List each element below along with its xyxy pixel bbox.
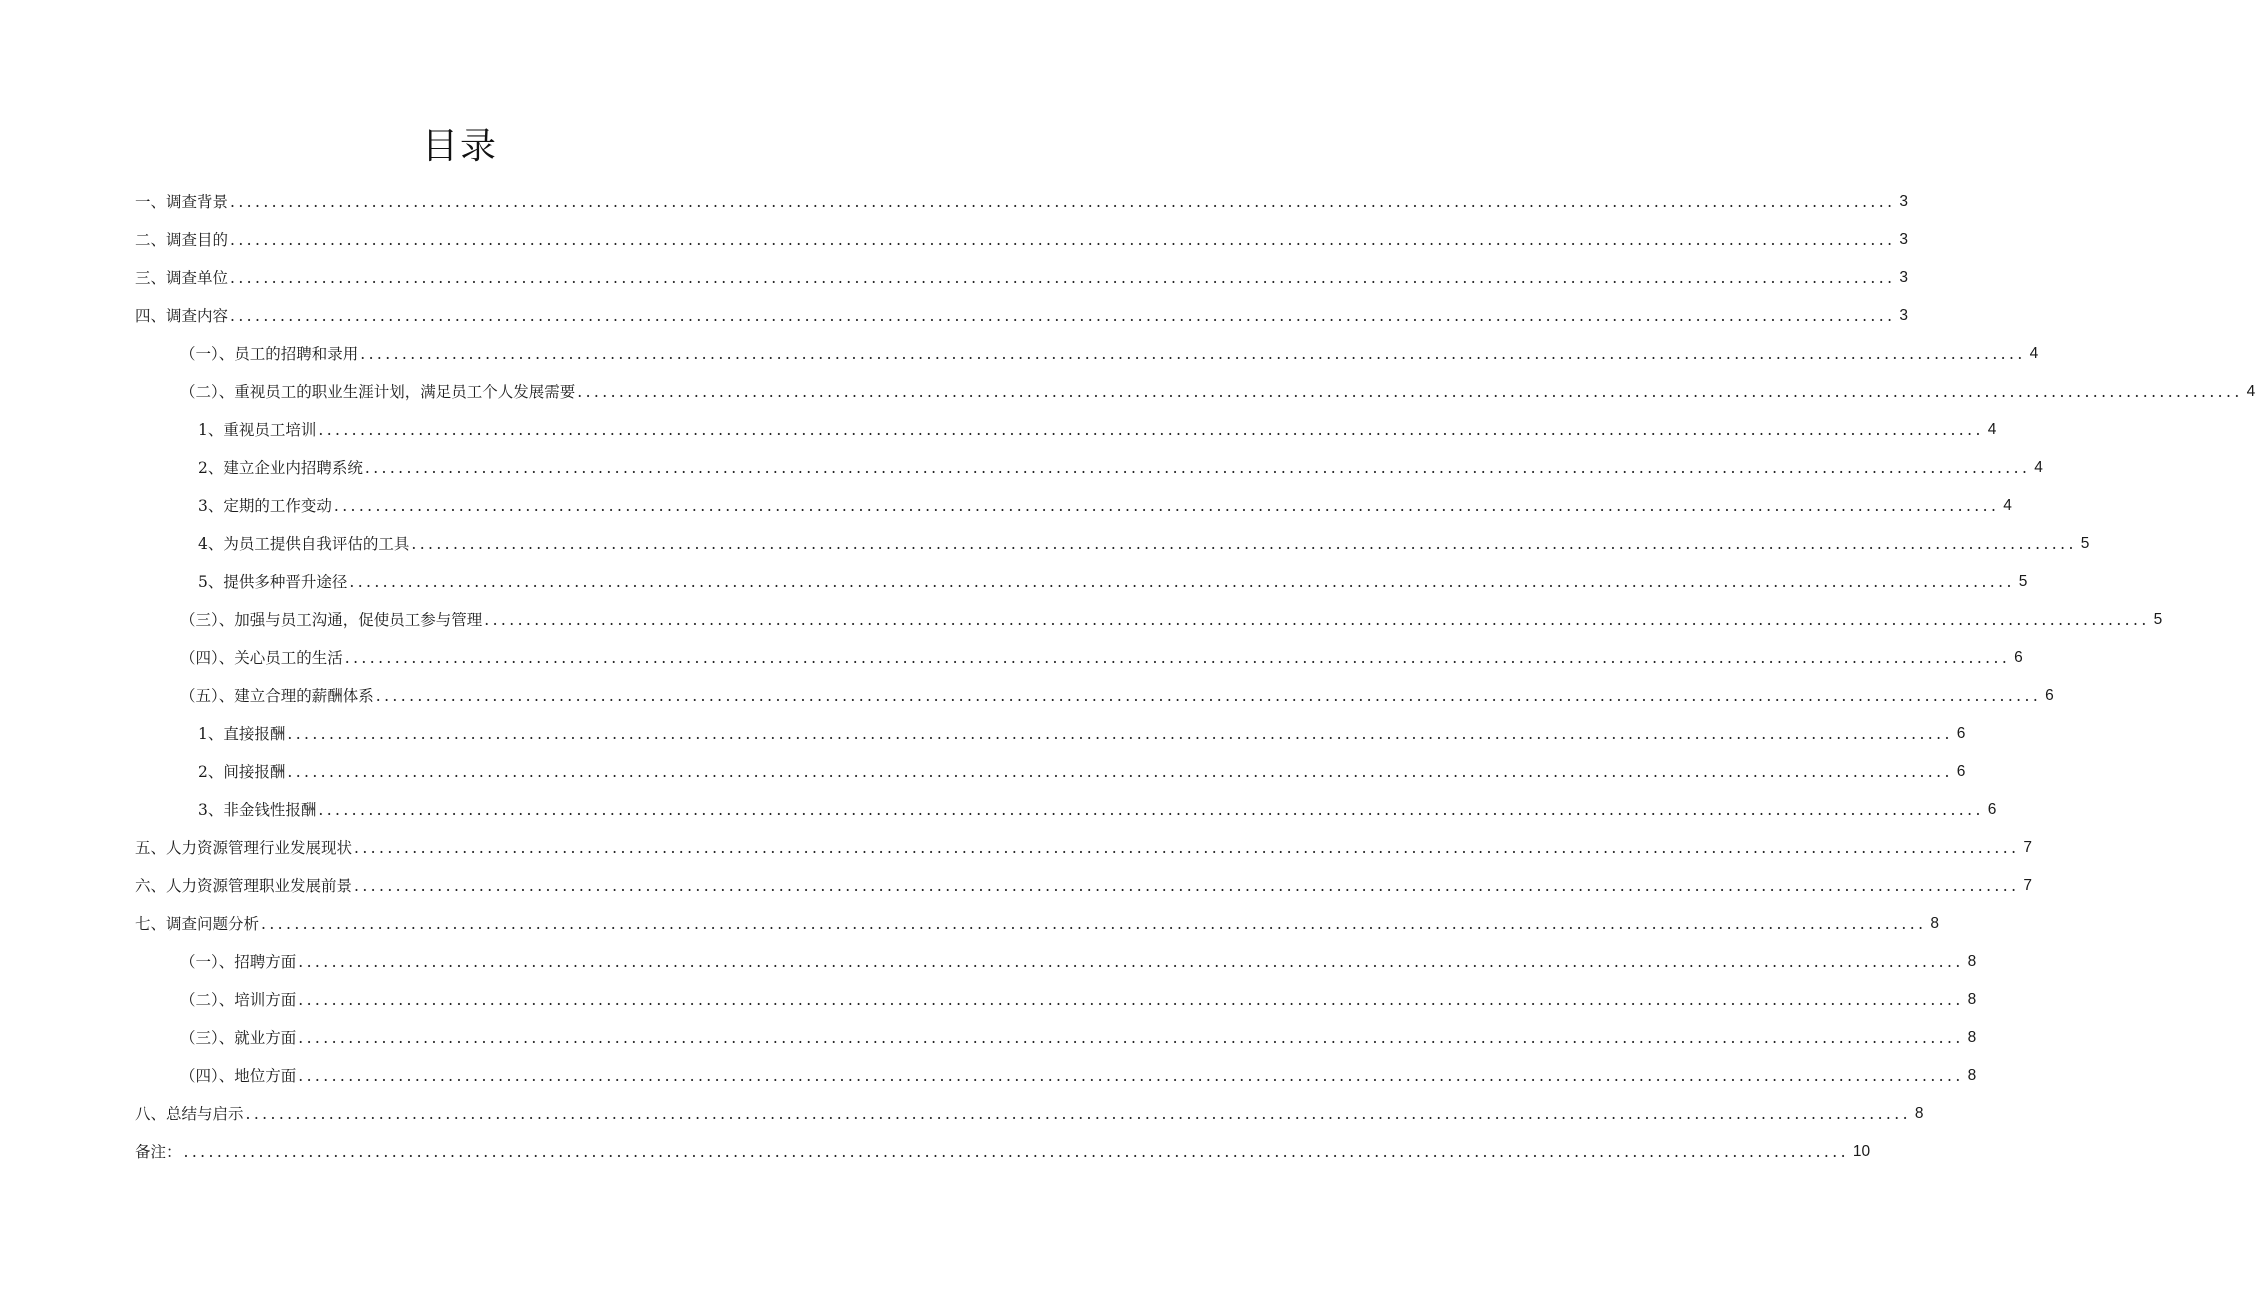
- toc-entry-label: 5、提供多种晋升途径: [198, 573, 348, 591]
- toc-entry-label: （四）、关心员工的生活: [180, 649, 343, 667]
- toc-entry-page-number: 8: [1967, 991, 1977, 1008]
- toc-entry-page-number: 10: [1852, 1143, 1871, 1160]
- dot-leader: ........................................................................................................................................................................................................: [183, 1143, 1849, 1161]
- toc-entry[interactable]: [0, 563, 2028, 601]
- toc-entry-label: 五、人力资源管理行业发展现状: [135, 839, 353, 857]
- toc-entry-page-number: 6: [1987, 801, 1997, 818]
- toc-entry[interactable]: [0, 221, 1909, 259]
- toc-entry-label: 3、定期的工作变动: [198, 497, 332, 515]
- toc-entry[interactable]: [0, 753, 1966, 791]
- toc-entry[interactable]: [0, 297, 1909, 335]
- dot-leader: ........................................................................................................................................................................................................: [354, 877, 2020, 895]
- dot-leader: ........................................................................................................................................................................................................: [375, 687, 2042, 705]
- toc-entry[interactable]: [0, 791, 1997, 829]
- toc-entry[interactable]: [0, 183, 1909, 221]
- toc-entry-page-number: 4: [2003, 497, 2012, 514]
- toc-entry-page-number: 4: [2029, 345, 2039, 362]
- toc-entry-page-number: 5: [2018, 573, 2028, 590]
- dot-leader: ........................................................................................................................................................................................................: [230, 193, 1896, 211]
- toc-entry-page-number: 3: [1899, 269, 1909, 286]
- toc-entry[interactable]: [0, 1057, 1977, 1095]
- toc-entry-label: 一、调查背景: [135, 193, 229, 211]
- toc-entry-label: （二）、重视员工的职业生涯计划，满足员工个人发展需要: [180, 383, 576, 401]
- toc-title: 目录: [421, 126, 498, 167]
- toc-entry-page-number: 7: [2023, 877, 2033, 894]
- toc-entry[interactable]: [0, 601, 2163, 639]
- toc-entry-label: 四、调查内容: [135, 307, 229, 325]
- toc-entry[interactable]: [0, 639, 2023, 677]
- toc-entry-page-number: 5: [2153, 611, 2163, 628]
- dot-leader: ........................................................................................................................................................................................................: [230, 269, 1896, 287]
- toc-entry-page-number: 4: [1987, 421, 1997, 438]
- toc-entry-label: （一）、招聘方面: [180, 953, 297, 971]
- toc-entry[interactable]: [0, 335, 2039, 373]
- toc-entry-label: 4、为员工提供自我评估的工具: [198, 535, 410, 553]
- dot-leader: ........................................................................................................................................................................................................: [245, 1105, 1911, 1123]
- toc-entry-label: 1、直接报酬: [198, 725, 286, 743]
- dot-leader: ........................................................................................................................................................................................................: [333, 497, 2000, 515]
- toc-entry-page-number: 4: [2246, 383, 2255, 400]
- dot-leader: ........................................................................................................................................................................................................: [287, 725, 1953, 743]
- toc-entry[interactable]: [0, 487, 2012, 525]
- toc-entry[interactable]: [0, 981, 1977, 1019]
- toc-entry-label: （四）、地位方面: [180, 1067, 297, 1085]
- toc-entry[interactable]: [0, 677, 2054, 715]
- dot-leader: ........................................................................................................................................................................................................: [261, 915, 1927, 933]
- toc-entry-label: （一）、员工的招聘和录用: [180, 345, 359, 363]
- toc-entry[interactable]: [0, 715, 1966, 753]
- toc-entry-label: 2、建立企业内招聘系统: [198, 459, 363, 477]
- dot-leader: ........................................................................................................................................................................................................: [354, 839, 2020, 857]
- toc-entry-page-number: 6: [2045, 687, 2054, 704]
- dot-leader: ........................................................................................................................................................................................................: [577, 383, 2243, 401]
- toc-entry-label: 2、间接报酬: [198, 763, 286, 781]
- toc-entry[interactable]: [0, 905, 1940, 943]
- toc-entry-page-number: 8: [1967, 1029, 1977, 1046]
- toc-entry[interactable]: [0, 259, 1909, 297]
- toc-entry-label: 八、总结与启示: [135, 1105, 244, 1123]
- toc-entry[interactable]: [0, 411, 1997, 449]
- dot-leader: ........................................................................................................................................................................................................: [349, 573, 2015, 591]
- toc-entry[interactable]: [0, 449, 2043, 487]
- toc-entry-page-number: 6: [2014, 649, 2023, 666]
- toc-entry-label: 1、重视员工培训: [198, 421, 317, 439]
- toc-entry-label: 三、调查单位: [135, 269, 229, 287]
- toc-entry-page-number: 8: [1967, 1067, 1977, 1084]
- dot-leader: ........................................................................................................................................................................................................: [230, 231, 1896, 249]
- toc-entry[interactable]: [0, 525, 2090, 563]
- dot-leader: ........................................................................................................................................................................................................: [344, 649, 2011, 667]
- dot-leader: ........................................................................................................................................................................................................: [230, 307, 1896, 325]
- toc-entry-label: 六、人力资源管理职业发展前景: [135, 877, 353, 895]
- dot-leader: ........................................................................................................................................................................................................: [318, 421, 1984, 439]
- toc-entry-page-number: 8: [1914, 1105, 1924, 1122]
- toc-entry-page-number: 8: [1967, 953, 1977, 970]
- toc-entry-page-number: 3: [1899, 231, 1909, 248]
- toc-entry-label: 七、调查问题分析: [135, 915, 260, 933]
- dot-leader: ........................................................................................................................................................................................................: [298, 991, 1964, 1009]
- dot-leader: ........................................................................................................................................................................................................: [411, 535, 2077, 553]
- toc-entry-label: 二、调查目的: [135, 231, 229, 249]
- toc-entry-page-number: 7: [2023, 839, 2033, 856]
- dot-leader: ........................................................................................................................................................................................................: [298, 1029, 1964, 1047]
- toc-entry-page-number: 3: [1899, 193, 1909, 210]
- dot-leader: ........................................................................................................................................................................................................: [298, 953, 1964, 971]
- toc-entry-label: 备注：: [135, 1143, 182, 1161]
- toc-entry[interactable]: [0, 1095, 1924, 1133]
- dot-leader: ........................................................................................................................................................................................................: [318, 801, 1984, 819]
- toc-entry-label: （三）、加强与员工沟通，促使员工参与管理: [180, 611, 483, 629]
- toc-entry-page-number: 3: [1899, 307, 1909, 324]
- dot-leader: ........................................................................................................................................................................................................: [364, 459, 2031, 477]
- dot-leader: ........................................................................................................................................................................................................: [287, 763, 1953, 781]
- toc-entry-page-number: 4: [2034, 459, 2043, 476]
- toc-entry[interactable]: [0, 373, 2255, 411]
- dot-leader: ........................................................................................................................................................................................................: [484, 611, 2150, 629]
- toc-entry-label: （五）、建立合理的薪酬体系: [180, 687, 374, 705]
- toc-entry[interactable]: [0, 1019, 1977, 1057]
- toc-entry[interactable]: [0, 829, 2033, 867]
- toc-entry-page-number: 6: [1956, 725, 1966, 742]
- toc-entry[interactable]: [0, 943, 1977, 981]
- toc-entry-page-number: 5: [2080, 535, 2090, 552]
- toc-entry[interactable]: [0, 1133, 1871, 1171]
- toc-entry-page-number: 8: [1930, 915, 1940, 932]
- toc-entry-page-number: 6: [1956, 763, 1966, 780]
- dot-leader: ........................................................................................................................................................................................................: [360, 345, 2026, 363]
- dot-leader: ........................................................................................................................................................................................................: [298, 1067, 1964, 1085]
- toc-entry-label: 3、非金钱性报酬: [198, 801, 317, 819]
- toc-entry-label: （二）、培训方面: [180, 991, 297, 1009]
- toc-entry-label: （三）、就业方面: [180, 1029, 297, 1047]
- table-of-contents: [0, 183, 2255, 1171]
- toc-entry[interactable]: [0, 867, 2033, 905]
